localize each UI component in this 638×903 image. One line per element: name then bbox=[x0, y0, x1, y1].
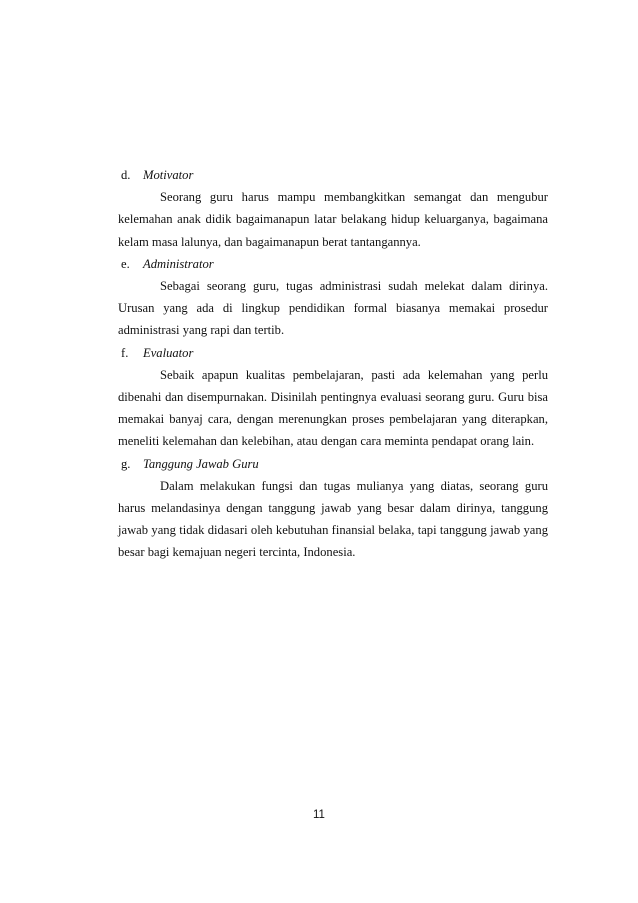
section-evaluator bbox=[118, 342, 548, 453]
section-heading bbox=[118, 342, 548, 364]
document-body bbox=[118, 164, 548, 564]
section-letter: e. bbox=[121, 256, 130, 271]
section-title: Tanggung Jawab Guru bbox=[143, 456, 259, 471]
section-title: Administrator bbox=[143, 256, 214, 271]
section-letter: f. bbox=[121, 345, 129, 360]
section-heading bbox=[118, 164, 548, 186]
section-administrator bbox=[118, 253, 548, 342]
section-paragraph: Seorang guru harus mampu membangkitkan semangat dan mengubur kelemahan anak didik bagaimanapun latar belakang hidup keluarganya, bagaimana kelam masa lalunya, dan bagaimanapun berat tantangannya. bbox=[118, 190, 548, 249]
section-title: Motivator bbox=[143, 168, 194, 182]
section-heading bbox=[118, 253, 548, 275]
section-motivator bbox=[118, 164, 548, 253]
section-paragraph: Sebaik apapun kualitas pembelajaran, pasti ada kelemahan yang perlu dibenahi dan disempurnakan. Disinilah pentingnya evaluasi seorang guru. Guru bisa memakai banyaj cara, dengan merenungkan proses pembelajaran yang diterapkan, meneliti kelemahan dan kelebihan, atau dengan cara meminta pendapat orang lain. bbox=[118, 367, 548, 449]
section-tanggung-jawab-guru bbox=[118, 453, 548, 564]
section-heading bbox=[118, 453, 548, 475]
page-number: 11 bbox=[313, 809, 325, 821]
section-paragraph: Dalam melakukan fungsi dan tugas mulianya yang diatas, seorang guru harus melandasinya dengan tanggung jawab yang besar dalam dirinya, tanggung jawab yang tidak didasari oleh kebutuhan finansial belaka, tapi tanggung jawab yang besar bagi kemajuan negeri tercinta, Indonesia. bbox=[118, 478, 548, 560]
section-title: Evaluator bbox=[143, 345, 194, 360]
section-letter: g. bbox=[121, 456, 131, 471]
section-paragraph: Sebagai seorang guru, tugas administrasi sudah melekat dalam dirinya. Urusan yang ada di lingkup pendidikan formal biasanya memakai prosedur administrasi yang rapi dan tertib. bbox=[118, 279, 548, 338]
section-letter: d. bbox=[121, 168, 131, 182]
